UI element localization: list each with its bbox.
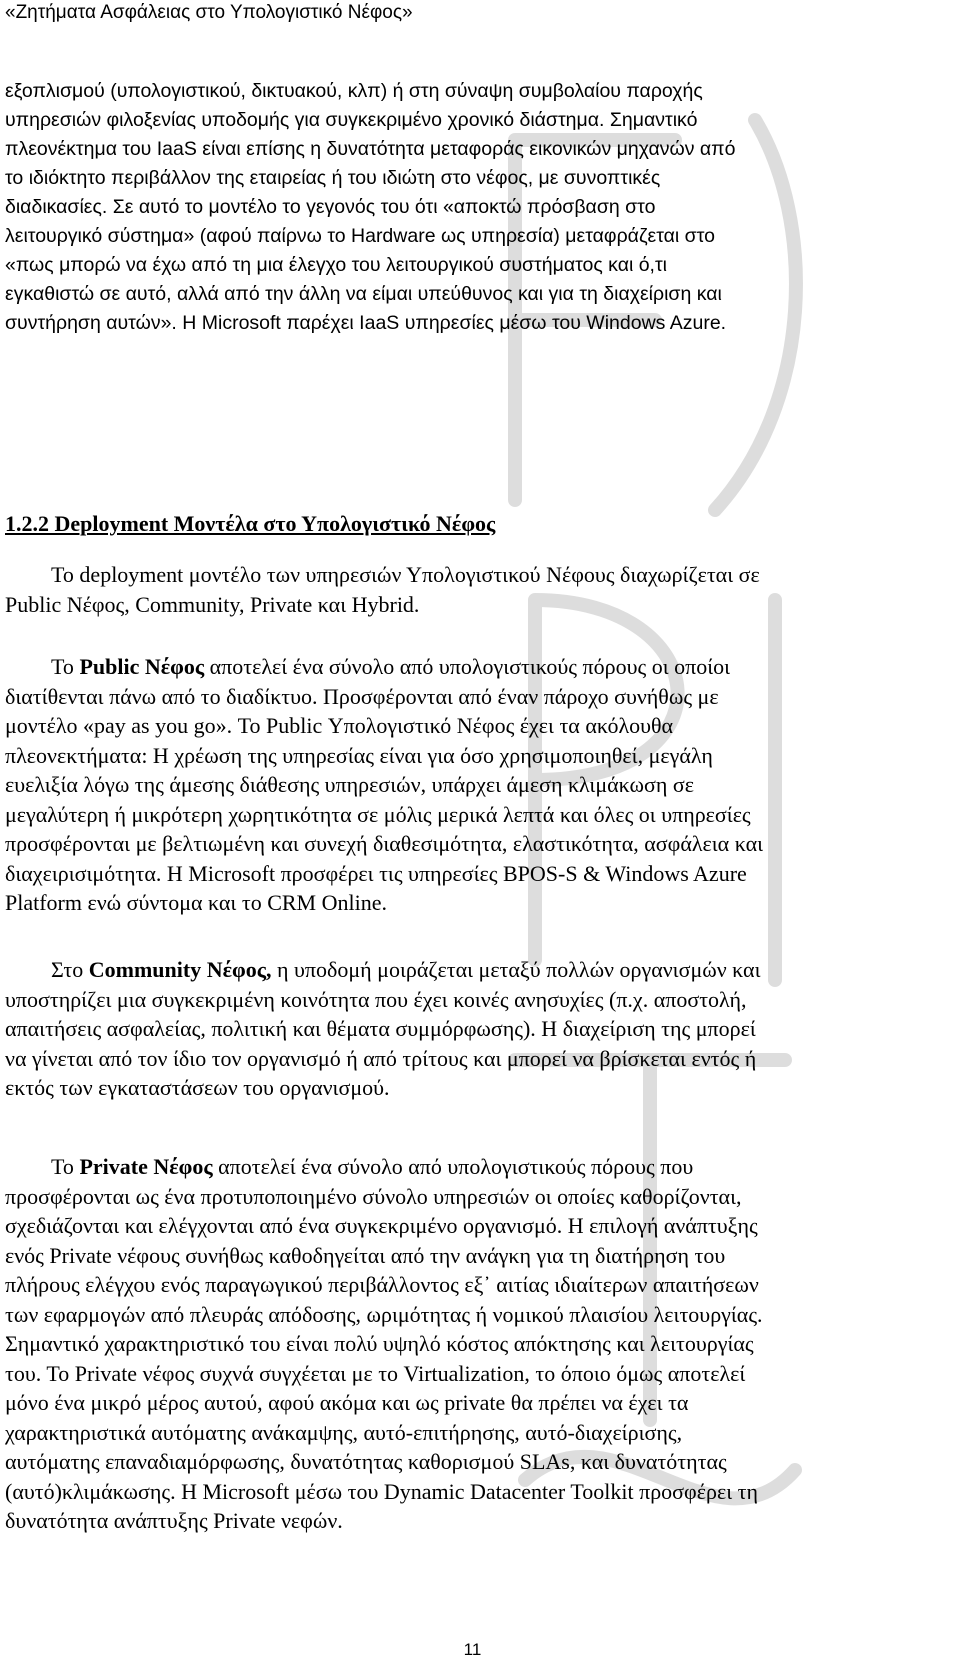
text-line: ευελιξία λόγω της άμεσης διάθεσης υπηρεσιών, υπάρχει άμεση κλιμάκωση σε [5,772,695,797]
text-run: αποτελεί ένα σύνολο από υπολογιστικούς πόρους οι οποίοι [204,654,731,679]
text-line: Platform ενώ σύντομα και το CRM Online. [5,890,387,915]
text-line: του. Το Private νέφος συχνά συγχέεται με το Virtualization, το όποιο όμως αποτελεί [5,1360,746,1386]
paragraph-community-cloud [5,955,950,1103]
text-line: Public Νέφος, Community, Private και Hybrid. [5,591,420,617]
text-line: το ιδιόκτητο περιβάλλον της εταιρείας ή του ιδιώτη στο νέφος, με συνοπτικές [5,167,661,189]
text-line: υποστηρίζει μια συγκεκριμένη κοινότητα που έχει κοινές ανησυχίες (π.χ. αποστολή, [5,986,747,1012]
text-line: δυνατότητα ανάπτυξης Private νεφών. [5,1508,343,1533]
text-line [5,652,950,682]
document-header: «Ζητήματα Ασφάλειας στο Υπολογιστικό Νέφος» [5,2,413,23]
page-number: 11 [463,1640,482,1659]
text-line: σχεδιάζονται και ελέγχονται από ένα συγκεκριμένο οργανισμό. Η επιλογή ανάπτυξης [5,1213,758,1238]
text-line: διατίθενται πάνω από το διαδίκτυο. Προσφέρονται από έναν πάροχο συνήθως με [5,683,719,709]
text-line: να γίνεται από τον ίδιο τον οργανισμό ή από τρίτους και μπορεί να βρίσκεται εντός ή [5,1045,757,1071]
text-line: απαιτήσεις ασφαλείας, πολιτική και θέματα συμμόρφωσης). Η διαχείριση της μπορεί [5,1016,756,1041]
text-line: διαδικασίες. Σε αυτό το μοντέλο το γεγονός του ότι «αποκτώ πρόσβαση στο [5,196,656,218]
section-heading: 1.2.2 Deployment Μοντέλα στο Υπολογιστικό Νέφος [5,511,496,536]
text-line: λειτουργικό σύστημα» (αφού παίρνω το Hardware ως υπηρεσία) μεταφράζεται στο [5,225,715,247]
text-line: εγκαθιστώ σε αυτό, αλλά από την άλλη να είμαι υπεύθυνος και για τη διαχείριση και [5,283,722,305]
paragraph-public-cloud [5,652,950,918]
paragraph-deployment-intro [5,560,950,619]
text-line: διαχειρισιμότητα. Η Microsoft προσφέρει τις υπηρεσίες BPOS-S & Windows Azure [5,860,747,886]
text-run: Το [51,1154,80,1179]
text-line: προσφέρονται ως ένα προτυποποιημένο σύνολο υπηρεσιών οι οποίες καθορίζονται, [5,1183,742,1209]
bold-term: Community Νέφος, [88,957,272,982]
text-line: υπηρεσιών φιλοξενίας υποδομής για συγκεκριμένο χρονικό διάστημα. Σημαντικό [5,109,698,131]
text-line: εκτός των εγκαταστάσεων του οργανισμού. [5,1075,390,1100]
text-line: Σημαντικό χαρακτηριστικό του είναι πολύ υψηλό κόστος απόκτησης και λειτουργίας [5,1331,754,1356]
text-line: μεγαλύτερη ή μικρότερη χωρητικότητα σε μόλις μερικά λεπτά και όλες οι υπηρεσίες [5,801,751,827]
text-line: προσφέρονται με βελτιωμένη και συνεχή διαθεσιμότητα, ελαστικότητα, ασφάλεια και [5,831,764,856]
text-line: μοντέλο «pay as you go». Το Public Υπολογιστικό Νέφος έχει τα ακόλουθα [5,713,674,738]
text-run: Το [51,654,80,679]
bold-term: Public Νέφος [79,654,205,679]
text-line: συντήρηση αυτών». Η Microsoft παρέχει IaaS υπηρεσίες μέσω του Windows Azure. [5,312,727,334]
text-line: «πως μπορώ να έχω από τη μια έλεγχο του λειτουργικού συστήματος και ό,τι [5,254,668,276]
text-line: (αυτό)κλιμάκωσης. Η Microsoft μέσω του Dynamic Datacenter Toolkit προσφέρει τη [5,1478,758,1504]
text-line [5,955,950,985]
bold-term: Private Νέφος [79,1154,213,1179]
text-line: Το deployment μοντέλο των υπηρεσιών Υπολογιστικού Νέφους διαχωρίζεται σε [51,562,760,587]
text-line: αυτόματης επαναδιαμόρφωσης, δυνατότητας καθορισμού SLAs, και δυνατότητας [5,1449,727,1474]
text-run: Στο [51,957,89,982]
paragraph-private-cloud [5,1152,950,1536]
intro-paragraph [5,77,950,338]
text-line: ενός Private νέφους συνήθως καθοδηγείται από την ανάγκη για τη διατήρηση του [5,1242,726,1268]
text-run: η υποδομή μοιράζεται μεταξύ πολλών οργανισμών και [271,957,761,982]
text-line [5,1152,950,1182]
text-line: πλήρους ελέγχου ενός παραγωγικού περιβάλλοντος εξ᾽ αιτίας ιδιαίτερων απαιτήσεων [5,1272,759,1297]
text-line: πλεονέκτημα του IaaS είναι επίσης η δυνατότητα μεταφοράς εικονικών μηχανών από [5,138,736,160]
text-line: χαρακτηριστικά αυτόματης ανάκαμψης, αυτό-επιτήρησης, αυτό-διαχείρισης, [5,1419,683,1445]
text-line: των εφαρμογών από πλευράς απόδοσης, ωριμότητας ή νομικού πλαισίου λειτουργίας. [5,1301,763,1327]
text-line: μόνο ένα μικρό μέρος αυτού, αφού ακόμα και ως private θα πρέπει να έχει τα [5,1390,689,1415]
text-run: αποτελεί ένα σύνολο από υπολογιστικούς πόρους που [212,1154,694,1179]
text-line: πλεονεκτήματα: Η χρέωση της υπηρεσίας είναι για όσο χρησιμοποιηθεί, μεγάλη [5,742,713,768]
text-line: εξοπλισμού (υπολογιστικού, δικτυακού, κλπ) ή στη σύναψη συμβολαίου παροχής [5,80,703,102]
